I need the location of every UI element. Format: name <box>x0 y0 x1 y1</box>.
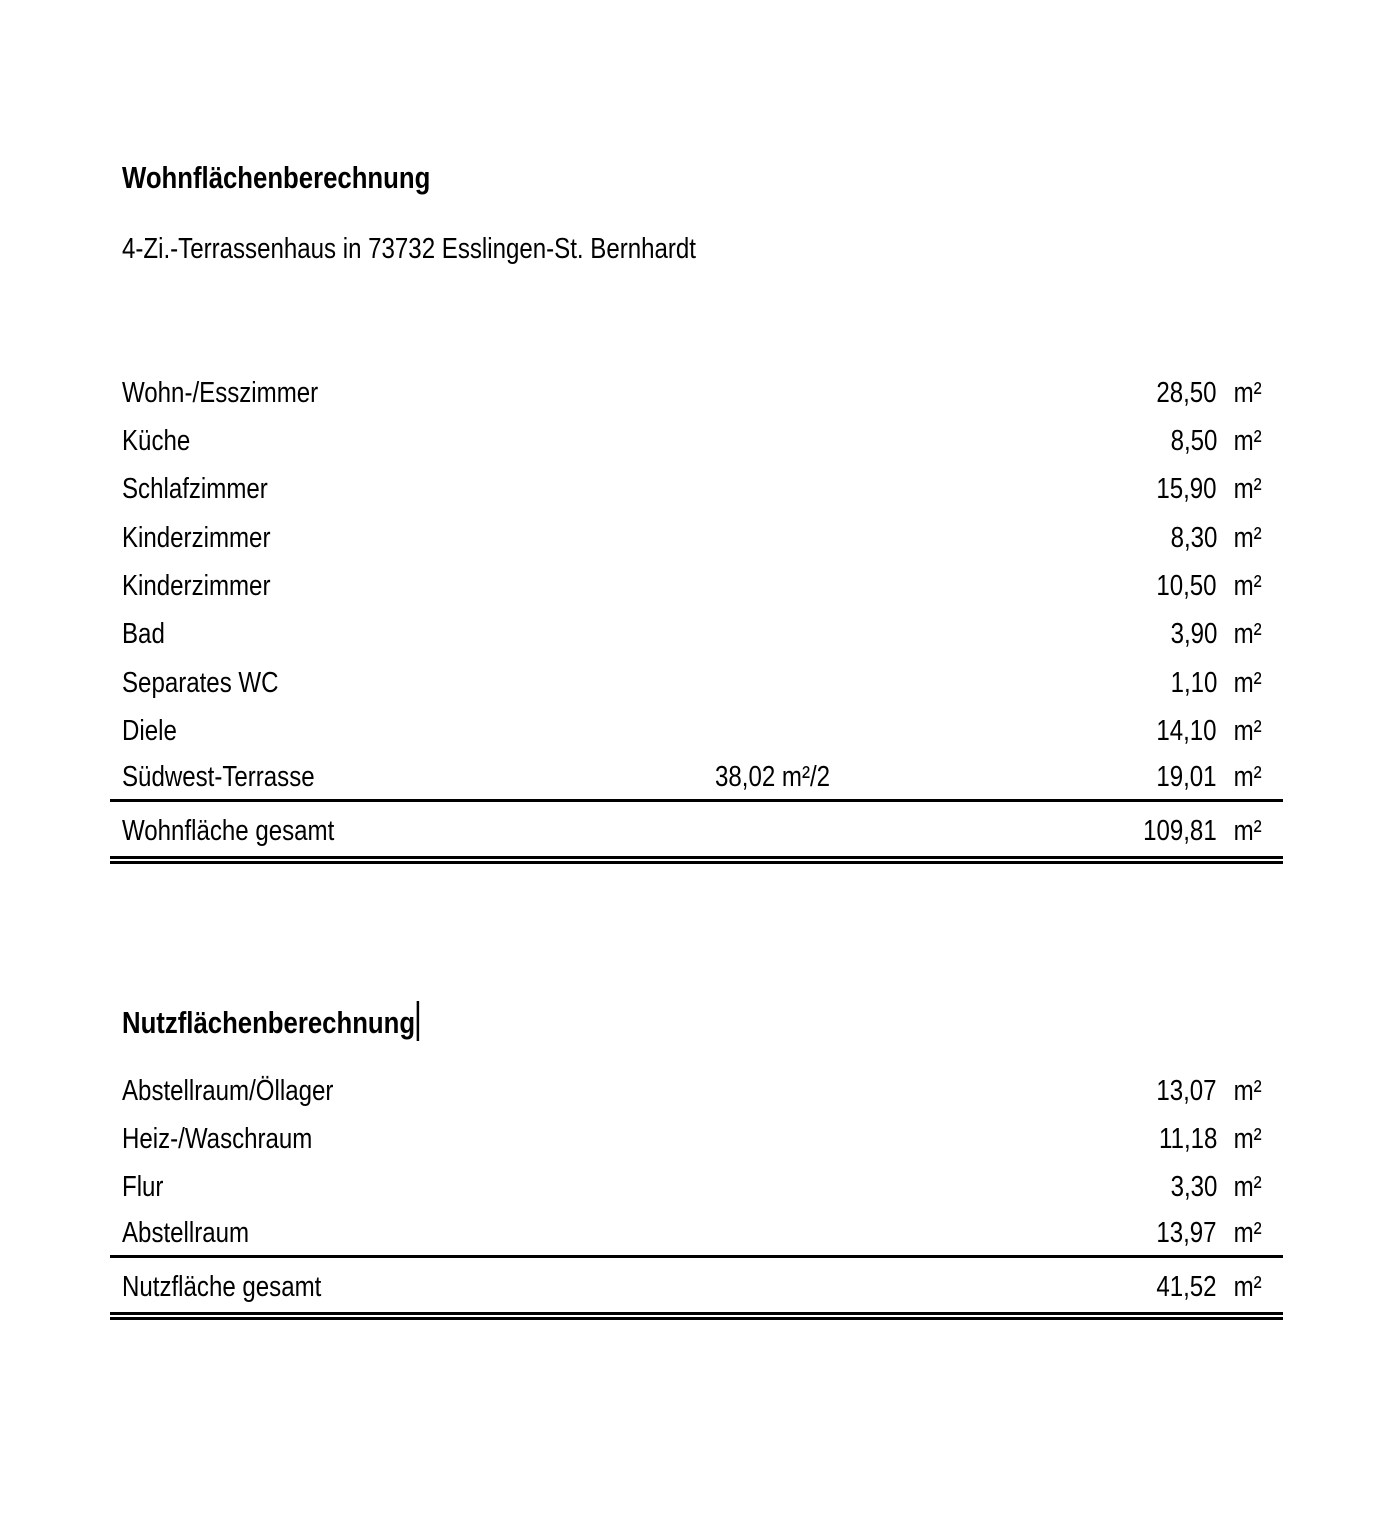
total-value: 41,52 <box>1156 1270 1217 1303</box>
area-unit: m² <box>1233 521 1262 554</box>
total-row <box>110 802 1283 864</box>
table-row <box>110 414 1283 462</box>
nutzflaeche-heading-text: Nutzflächenberechnung <box>122 1005 416 1040</box>
nutzflaeche-heading <box>122 1001 419 1041</box>
area-value: 8,50 <box>1170 424 1217 457</box>
table-row <box>110 366 1283 414</box>
total-label: Wohnfläche gesamt <box>122 814 335 847</box>
area-unit: m² <box>1233 618 1262 651</box>
room-label: Diele <box>122 715 177 748</box>
area-unit: m² <box>1233 1171 1262 1204</box>
wohnflaeche-heading-text: Wohnflächenberechnung <box>122 160 431 195</box>
area-value: 11,18 <box>1158 1122 1217 1155</box>
text-cursor <box>417 1001 419 1041</box>
table-row <box>110 753 1283 801</box>
area-unit: m² <box>1233 760 1262 793</box>
area-unit: m² <box>1233 1074 1262 1107</box>
area-unit: m² <box>1233 570 1262 603</box>
area-value: 10,50 <box>1156 570 1217 603</box>
table-row <box>110 511 1283 559</box>
total-label: Nutzfläche gesamt <box>122 1270 322 1303</box>
room-label: Kinderzimmer <box>122 521 271 554</box>
calc-value: 38,02 m²/2 <box>715 760 831 793</box>
area-unit: m² <box>1233 473 1262 506</box>
total-value: 109,81 <box>1143 814 1217 847</box>
area-unit: m² <box>1233 715 1262 748</box>
area-unit: m² <box>1233 1270 1262 1303</box>
area-unit: m² <box>1233 814 1262 847</box>
table-row <box>110 608 1283 656</box>
table-row <box>110 463 1283 511</box>
area-unit: m² <box>1233 666 1262 699</box>
area-value: 14,10 <box>1156 715 1217 748</box>
wohnflaeche-heading <box>122 160 430 196</box>
total-row <box>110 1258 1283 1320</box>
room-label: Abstellraum/Öllager <box>122 1074 334 1107</box>
area-value: 15,90 <box>1156 473 1217 506</box>
table-row <box>110 656 1283 704</box>
room-label: Flur <box>122 1171 164 1204</box>
room-label: Südwest-Terrasse <box>122 760 315 793</box>
area-value: 19,01 <box>1156 760 1217 793</box>
room-label: Kinderzimmer <box>122 570 271 603</box>
room-label: Schlafzimmer <box>122 473 268 506</box>
table-row <box>110 560 1283 608</box>
area-value: 13,97 <box>1156 1216 1217 1249</box>
area-value: 3,30 <box>1170 1171 1217 1204</box>
area-value: 28,50 <box>1156 376 1217 409</box>
area-unit: m² <box>1233 1216 1262 1249</box>
property-description <box>122 233 696 266</box>
table-row <box>110 1161 1283 1209</box>
area-value: 8,30 <box>1170 521 1217 554</box>
room-label: Abstellraum <box>122 1216 250 1249</box>
area-unit: m² <box>1233 376 1262 409</box>
room-label: Separates WC <box>122 666 279 699</box>
room-label: Küche <box>122 424 191 457</box>
room-label: Heiz-/Waschraum <box>122 1122 313 1155</box>
area-value: 13,07 <box>1156 1074 1217 1107</box>
area-value: 3,90 <box>1170 618 1217 651</box>
room-label: Bad <box>122 618 165 651</box>
room-label: Wohn-/Esszimmer <box>122 376 319 409</box>
area-unit: m² <box>1233 424 1262 457</box>
property-description-text: 4-Zi.-Terrassenhaus in 73732 Esslingen-St. Bernhardt <box>122 233 696 265</box>
area-unit: m² <box>1233 1122 1262 1155</box>
wohnflaeche-table <box>110 366 1283 864</box>
area-value: 1,10 <box>1170 666 1217 699</box>
table-row <box>110 1064 1283 1112</box>
table-row <box>110 1112 1283 1160</box>
nutzflaeche-table <box>110 1064 1283 1320</box>
table-row <box>110 705 1283 753</box>
table-row <box>110 1209 1283 1257</box>
